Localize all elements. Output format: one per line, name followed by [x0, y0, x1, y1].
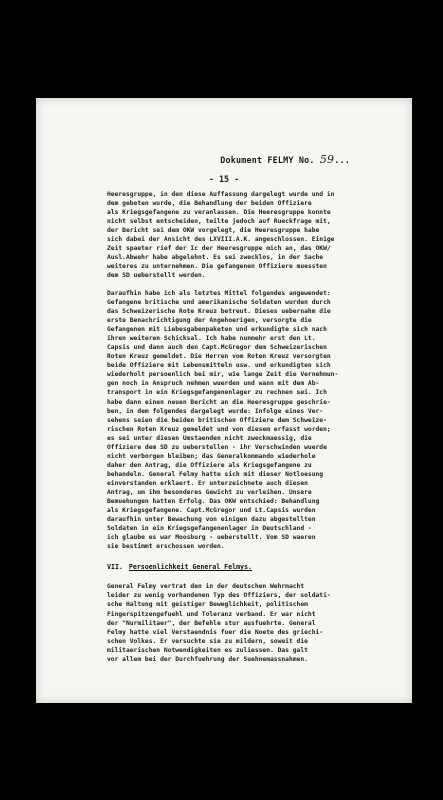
text-line: vor allem bei der Durchfuehrung der Suehnemassnahmen.: [107, 655, 308, 663]
text-line: dem SD ueberstellt werden.: [107, 272, 206, 280]
text-line: ich glaube es war Moosburg - ueberstellt. Vom SD waeren: [107, 534, 316, 542]
text-line: Bemuehungen hatten Erfolg. Das OKW entschied: Behandlung: [107, 498, 320, 506]
document-body: [107, 190, 403, 672]
text-line: Capsis und dann auch den Capt.McGregor dem Schweizerischen: [107, 344, 327, 352]
text-line: dem gebeten wurde, die Behandlung der beiden Offiziere: [107, 200, 312, 208]
text-line: daher den Antrag, die Offiziere als Kriegsgefangene zu: [107, 461, 312, 469]
text-line: der "Nurmilitaer", der Befehle stur ausfuehrte. General: [107, 619, 316, 627]
text-line: leider zu wenig vorhandenen Typ des Offiziers, der soldati-: [107, 592, 331, 600]
text-line: Roten Kreuz gemeldet. Die Herren vom Roten Kreuz versorgten: [107, 353, 331, 361]
text-line: behandeln. General Felmy hatte sich mit dieser Notloesung: [107, 470, 324, 478]
text-line: Soldaten in ein Kriegsgefangenenlager in Deutschland -: [107, 525, 312, 533]
text-line: ben, in dem folgendes dargelegt wurde: Infolge eines Ver-: [107, 407, 324, 415]
text-line: Fingerspitzengefuehl und Toleranz verband. Er war nicht: [107, 610, 316, 618]
text-line: Heeresgruppe, in den diese Auffassung dargelegt wurde und in: [107, 191, 335, 198]
text-line: es sei unter diesen Umstaenden nicht zweckmaessig, die: [107, 434, 312, 442]
text-line: transport in ein Kriegsgefangenenlager zu rechnen sei. Ich: [107, 389, 327, 397]
text-line: Gefangene britische und amerikanische Soldaten wurden durch: [107, 299, 331, 307]
text-line: wiederholt persoenlich bei mir, wie lange Zeit die Vernehmun-: [107, 371, 339, 379]
text-line: Felmy hatte viel Verstaendnis fuer die Noete des griechi-: [107, 628, 324, 636]
text-line: als Kriegsgefangene. Capt.McGregor und Lt.Capsis wurden: [107, 507, 316, 515]
section-heading: [107, 563, 403, 572]
page-number: - 15 -: [208, 174, 240, 184]
paragraph-1: [107, 190, 403, 280]
reference-label: Dokument FELMY No.: [220, 155, 315, 165]
text-line: weiteres zu unternehmen. Die gefangenen Offiziere muessten: [107, 263, 327, 271]
text-line: beide Offiziere mit Lebensmitteln usw. und erkundigten sich: [107, 362, 331, 370]
document-reference: [220, 153, 350, 166]
paragraph-3: [107, 582, 403, 663]
text-line: rischen Roten Kreuz gemeldet und von diesem erfasst worden;: [107, 425, 331, 433]
text-line: sche Haltung mit geistiger Beweglichkeit, politischem: [107, 601, 308, 609]
section-title: Persoenlichkeit General Felmys.: [128, 563, 252, 572]
paragraph-2: [107, 289, 403, 551]
text-line: habe dann einen neuen Bericht an die Heeresgruppe geschrie-: [107, 398, 331, 406]
text-line: erste Benachrichtigung der Angehoerigen, versorgte die: [107, 317, 312, 325]
text-line: Ausl.Abwehr habe abgelehnt. Es sei zwecklos, in der Sache: [107, 254, 324, 262]
reference-number: 59: [319, 153, 335, 166]
document-page: [36, 98, 412, 703]
text-line: sie bestimmt erschossen worden.: [107, 543, 225, 551]
text-line: das Schweizerische Rote Kreuz betreut. Dieses uebernahm die: [107, 308, 331, 316]
text-line: Offiziere dem SD zu ueberstellen - ihr Verschwinden wuerde: [107, 443, 327, 451]
text-line: sehens seien die beiden britischen Offiziere dem Schweize-: [107, 416, 327, 424]
text-line: Zeit spaeter rief der Ic der Heeresgruppe mich an, das OKW/: [107, 245, 331, 253]
text-line: militaerischen Notwendigkeiten es zuliessen. Das galt: [107, 646, 308, 654]
reference-suffix: ...: [334, 155, 350, 165]
text-line: als Kriegsgefangene zu veranlassen. Die Heeresgruppe konnte: [107, 209, 331, 217]
text-line: sich dabei der Ansicht des LXVIII.A.K. angeschlossen. Einige: [107, 236, 335, 244]
text-line: Daraufhin habe ich als letztes Mittel folgendes angewendet:: [107, 289, 331, 297]
text-line: gen noch in Anspruch nehmen wuerden und wann mit dem Ab-: [107, 380, 320, 388]
text-line: Gefangenen mit Liebesgabenpaketen und erkundigte sich nach: [107, 326, 327, 334]
text-line: einverstanden erklaert. Er unterzeichnete auch diesen: [107, 479, 308, 487]
section-number: VII.: [107, 563, 123, 572]
text-line: ihren weiteren Schicksal. Ich habe nunmehr erst den Lt.: [107, 335, 316, 343]
text-line: Antrag, um ihm besonderes Gewicht zu verleihen. Unsere: [107, 489, 312, 496]
text-line: daraufhin unter Bewachung von einigen dazu abgestellten: [107, 516, 316, 524]
text-line: nicht selbst entscheiden, teilte jedoch auf Rueckfrage mit,: [107, 218, 331, 226]
text-line: schen Volkes. Er versuchte sie zu mildern, soweit die: [107, 637, 308, 645]
text-line: General Felmy vertrat den in der deutschen Wehrmacht: [107, 583, 305, 591]
text-line: der Bericht sei dem OKW vorgelegt, die Heeresgruppe habe: [107, 227, 320, 235]
text-line: nicht verborgen bleiben; das Generalkommando wiederhole: [107, 452, 316, 460]
